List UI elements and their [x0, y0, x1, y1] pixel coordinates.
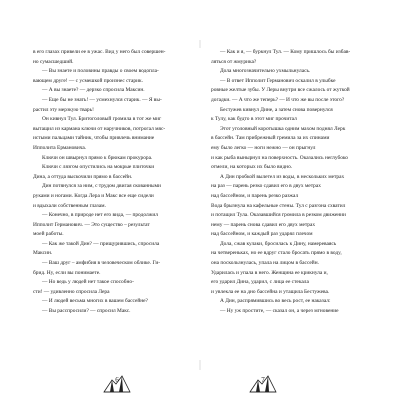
left-page [33, 48, 201, 360]
text-line: отмели, на которых их было видно. [211, 164, 293, 171]
text-line: Вода брызнула на кафельные стены. Тул с разгона схватил [211, 202, 346, 209]
text-line: ему было легко — ноги нежно — он прыгнул [211, 144, 316, 151]
text-line: сти! — удивленно спросила Лера [33, 288, 110, 295]
right-page [211, 48, 379, 360]
text-line: его ударил Дина, ударил, с лица ее стекала [211, 279, 309, 286]
text-line: А Дин, распрямившись во весь рост, ее наказал: [220, 298, 331, 305]
page-number-right: 7 [261, 376, 265, 384]
text-line: — Вы расспросили? — спросил Макс. [42, 308, 131, 315]
text-line: — Конечно, в природе нет его вида, — продолжил [42, 212, 158, 219]
text-line: Дин потянулся за ним, с трудом двигая скованными [42, 183, 161, 190]
left-page-footer [97, 368, 137, 396]
text-line: — Но ведь у людей нет такое способно- [42, 279, 134, 286]
text-line: Этот уголовный коротышка одним махом поднял Лерк [220, 125, 346, 132]
text-line: моей работы. [33, 231, 64, 238]
text-line: и потащил Тула. Оказавшийся громила в резком движении [211, 212, 346, 219]
text-line: на четвереньках, но ее вдруг стало бросать прямо в воду, [211, 250, 342, 257]
text-line: Ипполита Ермановича. [33, 144, 87, 151]
text-line: ляться от жмурика? [211, 58, 257, 65]
text-line: брид. Ну, если вы понимаете. [33, 269, 101, 276]
text-line: Максин. [33, 250, 53, 257]
text-line: — Как же такой Дин? — прищурившись, спросила [42, 240, 160, 247]
text-line: в его глазах привели ее в ужас. Вид у него был совершен- [33, 49, 166, 55]
text-line: к Тулу, как будто в этот миг прочитал [211, 116, 297, 123]
text-line: над бассейном, и парень резко разжал [211, 192, 299, 199]
text-line: и как рыба вынырнул на поверхность. Оказались неглубоко [211, 154, 348, 161]
text-line: ровные желтые зубы. У Леры внутри все сжалось от жуткой [211, 87, 350, 94]
text-line: и вдыхали собственным глазам. [33, 202, 106, 209]
text-line: истыми пальцами тайник, чтобы привлечь внимание [33, 135, 155, 142]
text-line: — А вы знаете? — дерзко спросила Максин. [42, 87, 145, 94]
text-line: — И людей весьма многих в вашем бассейне? [42, 298, 148, 305]
text-line: догадки. — А что же теперь? — И что же вы после этого? [211, 96, 345, 103]
text-line: над бассейном, и каждый раз ударял плечом [211, 231, 313, 238]
text-line: в бассейн. Там прибрежный гремила за их спинами [211, 135, 330, 142]
text-line: Ключи он швырнул прямо к брюкам прокурора. [42, 154, 153, 161]
text-line: — Как и я, — буркнул Тул. — Кому пришлось бы избав- [220, 49, 351, 55]
text-line: вающем друге! — с усмешкой произнес старик. [33, 77, 143, 84]
text-line: Дина, а оттуда выскочили прямо в бассейн. [33, 173, 133, 180]
text-line: — Ну уж простите, — сказал он, а через мгновение [220, 308, 339, 315]
text-line: Дола, сжав кулаки, бросилась к Дину, намереваясь [220, 240, 337, 247]
text-line: — В ответ Ипполит Германович оскалил в улыбке [220, 77, 336, 84]
text-line: Дола многозначительно ухмыльнулась. [220, 68, 311, 75]
text-line: Ключи с лязгом опустились на мокрые плиточки [42, 164, 155, 171]
text-line: — Вы знаете и половины правды о своем водопла- [42, 68, 159, 75]
text-line: но сумасшедший. [33, 58, 74, 65]
text-line: А Дин пробкой вылетел из воды, в нескольких метрах [220, 173, 345, 180]
text-line: Бестужев кивнул Дине, а затем снова повернулся [220, 106, 333, 113]
text-line: вытащил из кармана ключи от наручников, потрогал мяс- [33, 125, 166, 132]
right-page-footer [243, 368, 283, 396]
text-line: и увлекла ее на дно бассейна и утащила Бестужева. [211, 288, 330, 295]
text-line: Ипполит Германович. — Это существо – результат [33, 221, 150, 228]
text-line: — Еще бы не знать! — усмехнулся старик. — Я вы- [42, 96, 162, 103]
text-line: Ударилась и упала в него. Женщина ее крикнула и, [211, 269, 328, 276]
text-line: — Ваш друг – амфибия в человеческом облике. Ги- [42, 260, 161, 267]
text-line: Он кивнул Тул. Бритоголовый громила в тот же миг [42, 116, 162, 123]
text-line: нему — парень снова сдавил его двух метрах [211, 221, 316, 228]
page-number-left: 6 [115, 376, 119, 384]
text-line: руками и ногами. Когда Лера и Макс все еще сидели [33, 192, 154, 199]
text-line: на раз — парень резко сдавил его в двух метрах [211, 183, 321, 190]
text-line: она поскользнулась, упала на лицом в бассейн. [211, 260, 319, 267]
text-line: растил эту мерзкую тварь! [33, 106, 94, 113]
